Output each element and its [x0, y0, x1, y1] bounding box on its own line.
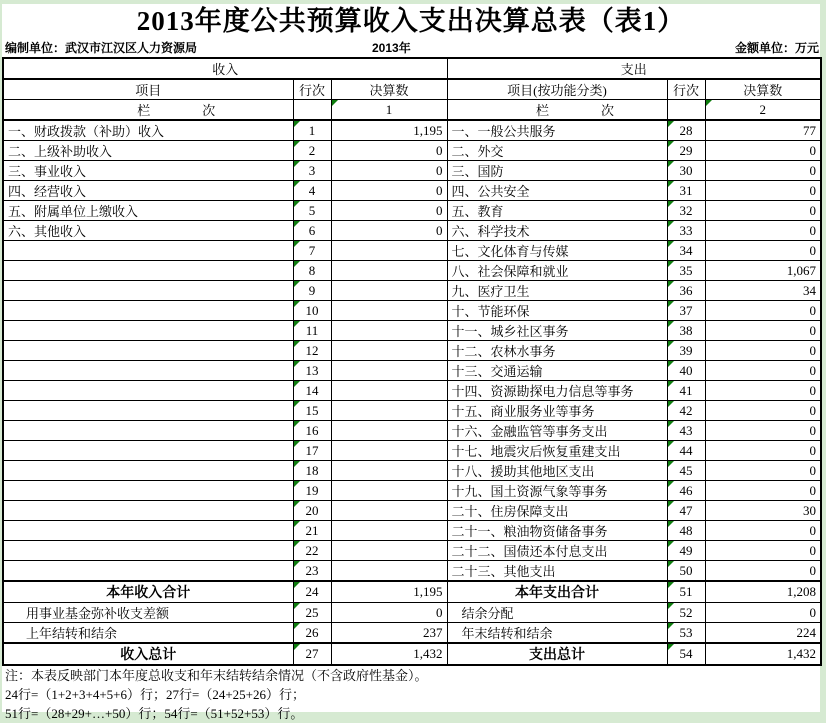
income-amount: 237	[331, 623, 447, 644]
expense-item-label: 一、一般公共服务	[447, 120, 667, 141]
expense-amount: 0	[705, 181, 821, 201]
income-item-label: 二、上级补助收入	[3, 141, 293, 161]
expense-line-column-header: 行次	[667, 79, 705, 100]
expense-item-label: 十、节能环保	[447, 301, 667, 321]
footnote-expense-formula: 51行=（28+29+…+50）行；54行=（51+52+53）行。	[5, 706, 304, 721]
table-row	[3, 561, 821, 582]
income-item-label	[3, 541, 293, 561]
income-line-number: 9	[293, 281, 331, 301]
income-line-number: 1	[293, 120, 331, 141]
income-item-label: 四、经营收入	[3, 181, 293, 201]
income-section-header: 收入	[3, 58, 447, 79]
footnote-scope: 注：本表反映部门本年度总收支和年末结转结余情况（不含政府性基金）。	[5, 668, 428, 683]
expense-amount: 1,432	[705, 643, 821, 665]
table-row	[3, 623, 821, 644]
income-item-label	[3, 561, 293, 582]
table-row	[3, 521, 821, 541]
expense-amount: 0	[705, 461, 821, 481]
table-row	[3, 501, 821, 521]
table-row	[3, 643, 821, 665]
table-row	[3, 361, 821, 381]
expense-item-label: 六、科学技术	[447, 221, 667, 241]
income-line-number: 4	[293, 181, 331, 201]
budget-table	[2, 57, 822, 666]
income-item-label: 上年结转和结余	[3, 623, 293, 644]
expense-amount: 77	[705, 120, 821, 141]
income-line-number: 26	[293, 623, 331, 644]
income-item-column-header: 项目	[3, 79, 293, 100]
expense-item-label: 二十二、国债还本付息支出	[447, 541, 667, 561]
expense-line-number: 51	[667, 581, 705, 603]
expense-line-number: 35	[667, 261, 705, 281]
amount-unit-label: 金额单位：万元	[734, 41, 819, 55]
expense-item-label: 十二、农林水事务	[447, 341, 667, 361]
table-body	[3, 120, 821, 665]
expense-line-number: 53	[667, 623, 705, 644]
income-item-label	[3, 381, 293, 401]
empty-cell	[667, 100, 705, 121]
expense-item-label: 七、文化体育与传媒	[447, 241, 667, 261]
expense-amount: 0	[705, 321, 821, 341]
expense-amount: 0	[705, 481, 821, 501]
table-row	[3, 481, 821, 501]
expense-amount: 0	[705, 161, 821, 181]
income-amount	[331, 281, 447, 301]
expense-amount: 0	[705, 201, 821, 221]
income-line-number: 27	[293, 643, 331, 665]
income-amount	[331, 361, 447, 381]
income-line-number: 5	[293, 201, 331, 221]
income-amount: 1,195	[331, 120, 447, 141]
income-item-label	[3, 481, 293, 501]
income-amount	[331, 501, 447, 521]
expense-line-number: 36	[667, 281, 705, 301]
income-item-label: 六、其他收入	[3, 221, 293, 241]
table-row	[3, 181, 821, 201]
income-amount	[331, 341, 447, 361]
expense-item-column-header: 项目(按功能分类)	[447, 79, 667, 100]
income-item-label	[3, 441, 293, 461]
income-line-number: 14	[293, 381, 331, 401]
expense-line-number: 45	[667, 461, 705, 481]
income-item-label	[3, 321, 293, 341]
income-amount: 0	[331, 161, 447, 181]
table-row	[3, 221, 821, 241]
expense-amount: 34	[705, 281, 821, 301]
income-line-number: 23	[293, 561, 331, 582]
expense-line-number: 49	[667, 541, 705, 561]
expense-item-label: 支出总计	[447, 643, 667, 665]
table-row	[3, 141, 821, 161]
income-amount: 0	[331, 201, 447, 221]
expense-line-number: 44	[667, 441, 705, 461]
expense-item-label: 五、教育	[447, 201, 667, 221]
expense-item-label: 十六、金融监管等事务支出	[447, 421, 667, 441]
expense-item-label: 二十一、粮油物资储备事务	[447, 521, 667, 541]
expense-column-index-label: 栏 次	[447, 100, 667, 121]
expense-line-number: 41	[667, 381, 705, 401]
expense-amount: 0	[705, 141, 821, 161]
expense-column-number: 2	[705, 100, 821, 121]
income-line-number: 15	[293, 401, 331, 421]
expense-item-label: 二十、住房保障支出	[447, 501, 667, 521]
expense-line-number: 38	[667, 321, 705, 341]
expense-line-number: 40	[667, 361, 705, 381]
income-item-label	[3, 301, 293, 321]
income-line-number: 18	[293, 461, 331, 481]
income-line-number: 13	[293, 361, 331, 381]
expense-amount: 0	[705, 341, 821, 361]
expense-amount: 0	[705, 521, 821, 541]
table-row	[3, 301, 821, 321]
income-line-number: 25	[293, 603, 331, 623]
income-item-label	[3, 401, 293, 421]
expense-amount: 224	[705, 623, 821, 644]
section-header-row	[3, 58, 821, 79]
expense-amount: 1,208	[705, 581, 821, 603]
expense-amount: 0	[705, 361, 821, 381]
expense-item-label: 十八、援助其他地区支出	[447, 461, 667, 481]
income-line-number: 8	[293, 261, 331, 281]
table-row	[3, 401, 821, 421]
expense-item-label: 二十三、其他支出	[447, 561, 667, 582]
income-amount: 0	[331, 181, 447, 201]
expense-amount: 0	[705, 561, 821, 582]
income-amount: 0	[331, 141, 447, 161]
table-row	[3, 201, 821, 221]
expense-amount: 30	[705, 501, 821, 521]
expense-item-label: 四、公共安全	[447, 181, 667, 201]
table-row	[3, 261, 821, 281]
income-amount	[331, 461, 447, 481]
income-line-number: 11	[293, 321, 331, 341]
expense-line-number: 31	[667, 181, 705, 201]
income-item-label	[3, 241, 293, 261]
income-item-label	[3, 501, 293, 521]
income-amount	[331, 441, 447, 461]
expense-item-label: 十三、交通运输	[447, 361, 667, 381]
income-item-label: 本年收入合计	[3, 581, 293, 603]
income-amount: 0	[331, 221, 447, 241]
income-amount	[331, 261, 447, 281]
prepared-by-label: 编制单位：武汉市江汉区人力资源局	[5, 41, 198, 55]
income-line-number: 3	[293, 161, 331, 181]
expense-line-number: 29	[667, 141, 705, 161]
income-line-number: 22	[293, 541, 331, 561]
expense-amount: 0	[705, 241, 821, 261]
expense-item-label: 九、医疗卫生	[447, 281, 667, 301]
income-amount	[331, 421, 447, 441]
expense-item-label: 八、社会保障和就业	[447, 261, 667, 281]
expense-amount: 0	[705, 603, 821, 623]
expense-amount: 0	[705, 421, 821, 441]
table-row	[3, 120, 821, 141]
expense-item-label: 十七、地震灾后恢复重建支出	[447, 441, 667, 461]
expense-line-number: 30	[667, 161, 705, 181]
table-row	[3, 161, 821, 181]
income-amount-column-header: 决算数	[331, 79, 447, 100]
income-amount	[331, 381, 447, 401]
income-amount	[331, 301, 447, 321]
expense-item-label: 本年支出合计	[447, 581, 667, 603]
income-line-number: 24	[293, 581, 331, 603]
income-item-label: 三、事业收入	[3, 161, 293, 181]
income-item-label: 一、财政拨款（补助）收入	[3, 120, 293, 141]
expense-line-number: 54	[667, 643, 705, 665]
income-amount: 0	[331, 603, 447, 623]
expense-item-label: 二、外交	[447, 141, 667, 161]
income-line-number: 17	[293, 441, 331, 461]
expense-amount: 0	[705, 221, 821, 241]
income-item-label	[3, 361, 293, 381]
income-item-label	[3, 341, 293, 361]
table-row	[3, 461, 821, 481]
income-line-number: 12	[293, 341, 331, 361]
income-line-number: 16	[293, 421, 331, 441]
expense-amount: 0	[705, 301, 821, 321]
empty-cell	[293, 100, 331, 121]
expense-amount: 0	[705, 541, 821, 561]
meta-row	[2, 38, 820, 57]
income-line-number: 20	[293, 501, 331, 521]
column-index-row	[3, 100, 821, 121]
expense-line-number: 42	[667, 401, 705, 421]
income-item-label	[3, 421, 293, 441]
table-row	[3, 341, 821, 361]
footnotes	[2, 666, 820, 723]
income-line-column-header: 行次	[293, 79, 331, 100]
income-item-label: 用事业基金弥补收支差额	[3, 603, 293, 623]
column-header-row	[3, 79, 821, 100]
income-amount: 1,195	[331, 581, 447, 603]
income-item-label: 五、附属单位上缴收入	[3, 201, 293, 221]
income-amount	[331, 401, 447, 421]
expense-line-number: 33	[667, 221, 705, 241]
expense-line-number: 32	[667, 201, 705, 221]
expense-amount: 0	[705, 381, 821, 401]
expense-section-header: 支出	[447, 58, 821, 79]
table-row	[3, 321, 821, 341]
expense-line-number: 52	[667, 603, 705, 623]
income-amount	[331, 241, 447, 261]
expense-amount-column-header: 决算数	[705, 79, 821, 100]
expense-item-label: 十一、城乡社区事务	[447, 321, 667, 341]
income-amount	[331, 561, 447, 582]
income-item-label	[3, 281, 293, 301]
expense-line-number: 34	[667, 241, 705, 261]
income-line-number: 2	[293, 141, 331, 161]
income-amount	[331, 481, 447, 501]
expense-line-number: 39	[667, 341, 705, 361]
table-row	[3, 421, 821, 441]
income-item-label	[3, 461, 293, 481]
income-column-number: 1	[331, 100, 447, 121]
income-item-label	[3, 521, 293, 541]
table-row	[3, 541, 821, 561]
expense-amount: 0	[705, 401, 821, 421]
expense-line-number: 43	[667, 421, 705, 441]
footnote-income-formula: 24行=（1+2+3+4+5+6）行；27行=（24+25+26）行；	[5, 687, 305, 702]
expense-line-number: 50	[667, 561, 705, 582]
expense-amount: 0	[705, 441, 821, 461]
income-item-label: 收入总计	[3, 643, 293, 665]
table-row	[3, 281, 821, 301]
income-line-number: 19	[293, 481, 331, 501]
worksheet	[2, 4, 820, 721]
expense-line-number: 46	[667, 481, 705, 501]
table-header	[3, 58, 821, 120]
table-row	[3, 241, 821, 261]
income-line-number: 6	[293, 221, 331, 241]
income-amount	[331, 541, 447, 561]
expense-item-label: 年末结转和结余	[447, 623, 667, 644]
table-row	[3, 441, 821, 461]
table-row	[3, 381, 821, 401]
income-amount	[331, 521, 447, 541]
income-line-number: 10	[293, 301, 331, 321]
expense-item-label: 十五、商业服务业等事务	[447, 401, 667, 421]
table-row	[3, 603, 821, 623]
income-line-number: 21	[293, 521, 331, 541]
expense-line-number: 48	[667, 521, 705, 541]
expense-item-label: 三、国防	[447, 161, 667, 181]
expense-item-label: 十四、资源勘探电力信息等事务	[447, 381, 667, 401]
expense-item-label: 十九、国土资源气象等事务	[447, 481, 667, 501]
expense-item-label: 结余分配	[447, 603, 667, 623]
income-column-index-label: 栏 次	[3, 100, 293, 121]
page-title: 2013年度公共预算收入支出决算总表（表1）	[136, 6, 686, 36]
income-amount: 1,432	[331, 643, 447, 665]
expense-line-number: 28	[667, 120, 705, 141]
expense-amount: 1,067	[705, 261, 821, 281]
income-amount	[331, 321, 447, 341]
expense-line-number: 37	[667, 301, 705, 321]
expense-line-number: 47	[667, 501, 705, 521]
income-line-number: 7	[293, 241, 331, 261]
income-item-label	[3, 261, 293, 281]
fiscal-year-label: 2013年	[372, 41, 411, 55]
table-row	[3, 581, 821, 603]
